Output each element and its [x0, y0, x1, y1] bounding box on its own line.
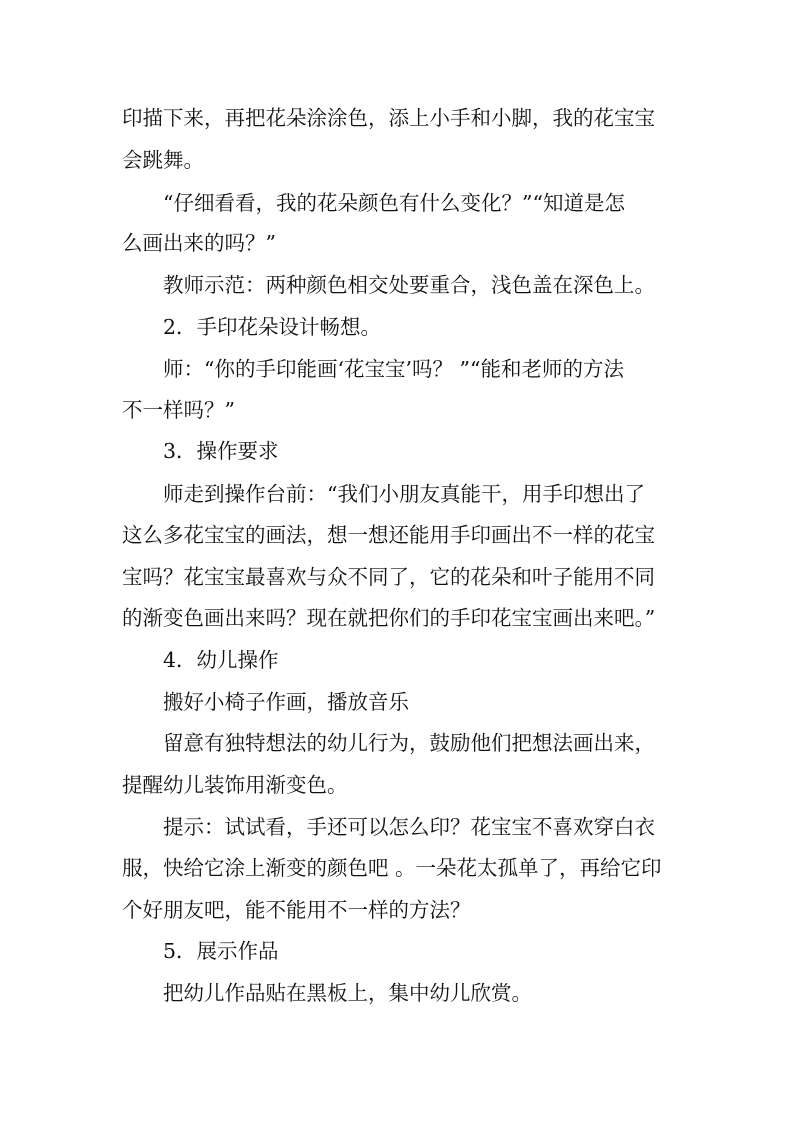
text-line: 这么多花宝宝的画法，想一想还能用手印画出不一样的花宝 — [122, 523, 655, 547]
section-heading: 2．手印花朵设计畅想。 — [163, 315, 382, 339]
text-line: 会跳舞。 — [122, 148, 204, 172]
text-line: 搬好小椅子作画，播放音乐 — [163, 690, 409, 714]
text-line: 教师示范：两种颜色相交处要重合，浅色盖在深色上。 — [163, 273, 655, 297]
text-line: 把幼儿作品贴在黑板上，集中幼儿欣赏。 — [163, 981, 532, 1005]
text-line: 的渐变色画出来吗？现在就把你们的手印花宝宝画出来吧。” — [122, 606, 656, 630]
section-heading: 3．操作要求 — [163, 439, 279, 463]
text-line: 服，快给它涂上渐变的颜色吧 。一朵花太孤单了，再给它印 — [122, 856, 662, 880]
text-line: 留意有独特想法的幼儿行为，鼓励他们把想法画出来， — [163, 731, 655, 755]
text-line: 提醒幼儿装饰用渐变色。 — [122, 773, 348, 797]
text-line: 个好朋友吧，能不能用不一样的方法？ — [122, 898, 471, 922]
text-line: 师：“你的手印能画‘花宝宝’吗？ ”“能和老师的方法 — [163, 357, 624, 381]
text-line: 宝吗？花宝宝最喜欢与众不同了，它的花朵和叶子能用不同 — [122, 565, 655, 589]
text-line: “仔细看看，我的花朵颜色有什么变化？”“知道是怎 — [163, 191, 625, 215]
section-heading: 4．幼儿操作 — [163, 648, 279, 672]
text-line: 不一样吗？” — [122, 398, 235, 422]
text-line: 么画出来的吗？” — [122, 231, 276, 255]
text-line: 师走到操作台前：“我们小朋友真能干，用手印想出了 — [163, 482, 645, 506]
text-line: 印描下来，再把花朵涂涂色，添上小手和小脚，我的花宝宝 — [122, 106, 655, 130]
section-heading: 5．展示作品 — [163, 939, 279, 963]
text-line: 提示：试试看，手还可以怎么印？花宝宝不喜欢穿白衣 — [163, 815, 655, 839]
